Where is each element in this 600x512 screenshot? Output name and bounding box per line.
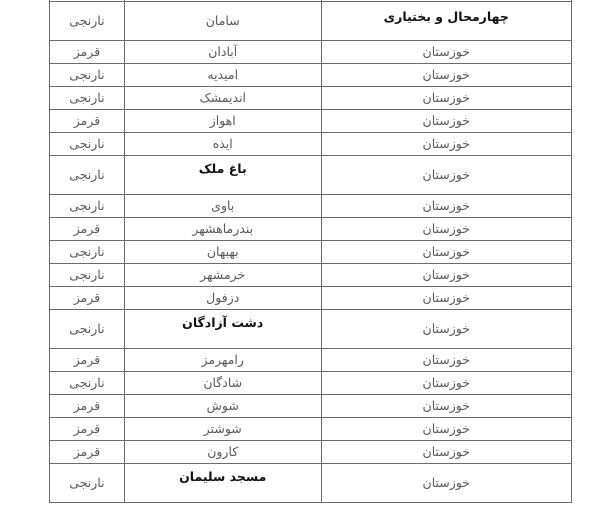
status-cell: قرمز: [50, 349, 125, 372]
status-cell: نارنجی: [50, 2, 125, 41]
city-cell: باغ ملک: [124, 156, 321, 195]
table-row: [50, 287, 572, 310]
table-row: [50, 464, 572, 503]
province-cell: خوزستان: [321, 418, 571, 441]
city-cell: کارون: [124, 441, 321, 464]
status-cell: قرمز: [50, 218, 125, 241]
table-row: [50, 241, 572, 264]
city-cell: بهبهان: [124, 241, 321, 264]
status-cell: نارنجی: [50, 87, 125, 110]
status-cell: نارنجی: [50, 372, 125, 395]
city-cell: باوی: [124, 195, 321, 218]
province-cell: خوزستان: [321, 310, 571, 349]
province-cell: خوزستان: [321, 395, 571, 418]
table-row: [50, 87, 572, 110]
city-cell: رامهرمز: [124, 349, 321, 372]
status-cell: نارنجی: [50, 464, 125, 503]
status-cell: قرمز: [50, 395, 125, 418]
table-row: [50, 110, 572, 133]
table-row: [50, 372, 572, 395]
city-cell: سامان: [124, 2, 321, 41]
province-cell: خوزستان: [321, 264, 571, 287]
table-row: [50, 133, 572, 156]
table-row: [50, 2, 572, 41]
province-cell: خوزستان: [321, 241, 571, 264]
city-cell: شوش: [124, 395, 321, 418]
city-cell: ایذه: [124, 133, 321, 156]
table-row: [50, 418, 572, 441]
table-row: [50, 195, 572, 218]
status-cell: نارنجی: [50, 133, 125, 156]
status-cell: نارنجی: [50, 195, 125, 218]
province-cell: خوزستان: [321, 133, 571, 156]
city-cell: شادگان: [124, 372, 321, 395]
city-cell: اندیمشک: [124, 87, 321, 110]
province-cell: خوزستان: [321, 156, 571, 195]
table-row: [50, 218, 572, 241]
status-cell: قرمز: [50, 110, 125, 133]
table-row: [50, 441, 572, 464]
province-cell: خوزستان: [321, 41, 571, 64]
province-cell: خوزستان: [321, 218, 571, 241]
status-cell: قرمز: [50, 418, 125, 441]
status-cell: نارنجی: [50, 310, 125, 349]
status-cell: نارنجی: [50, 156, 125, 195]
province-cell: خوزستان: [321, 64, 571, 87]
city-cell: شوشتر: [124, 418, 321, 441]
province-cell: خوزستان: [321, 110, 571, 133]
city-cell: بندرماهشهر: [124, 218, 321, 241]
table-row: [50, 156, 572, 195]
province-cell: خوزستان: [321, 464, 571, 503]
city-cell: اهواز: [124, 110, 321, 133]
province-cell: خوزستان: [321, 441, 571, 464]
city-status-table: [49, 0, 572, 503]
city-cell: آبادان: [124, 41, 321, 64]
province-cell: خوزستان: [321, 195, 571, 218]
table-row: [50, 349, 572, 372]
status-cell: قرمز: [50, 441, 125, 464]
city-cell: امیدیه: [124, 64, 321, 87]
table-row: [50, 264, 572, 287]
province-cell: خوزستان: [321, 372, 571, 395]
status-cell: قرمز: [50, 287, 125, 310]
status-cell: قرمز: [50, 41, 125, 64]
table-row: [50, 64, 572, 87]
province-cell: خوزستان: [321, 349, 571, 372]
table-row: [50, 41, 572, 64]
table-row: [50, 310, 572, 349]
city-cell: مسجد سلیمان: [124, 464, 321, 503]
city-cell: دشت آزادگان: [124, 310, 321, 349]
province-cell: چهارمحال و بختیاری: [321, 2, 571, 41]
city-cell: دزفول: [124, 287, 321, 310]
province-cell: خوزستان: [321, 87, 571, 110]
status-cell: نارنجی: [50, 264, 125, 287]
status-cell: نارنجی: [50, 64, 125, 87]
city-cell: خرمشهر: [124, 264, 321, 287]
table-row: [50, 395, 572, 418]
province-cell: خوزستان: [321, 287, 571, 310]
status-cell: نارنجی: [50, 241, 125, 264]
